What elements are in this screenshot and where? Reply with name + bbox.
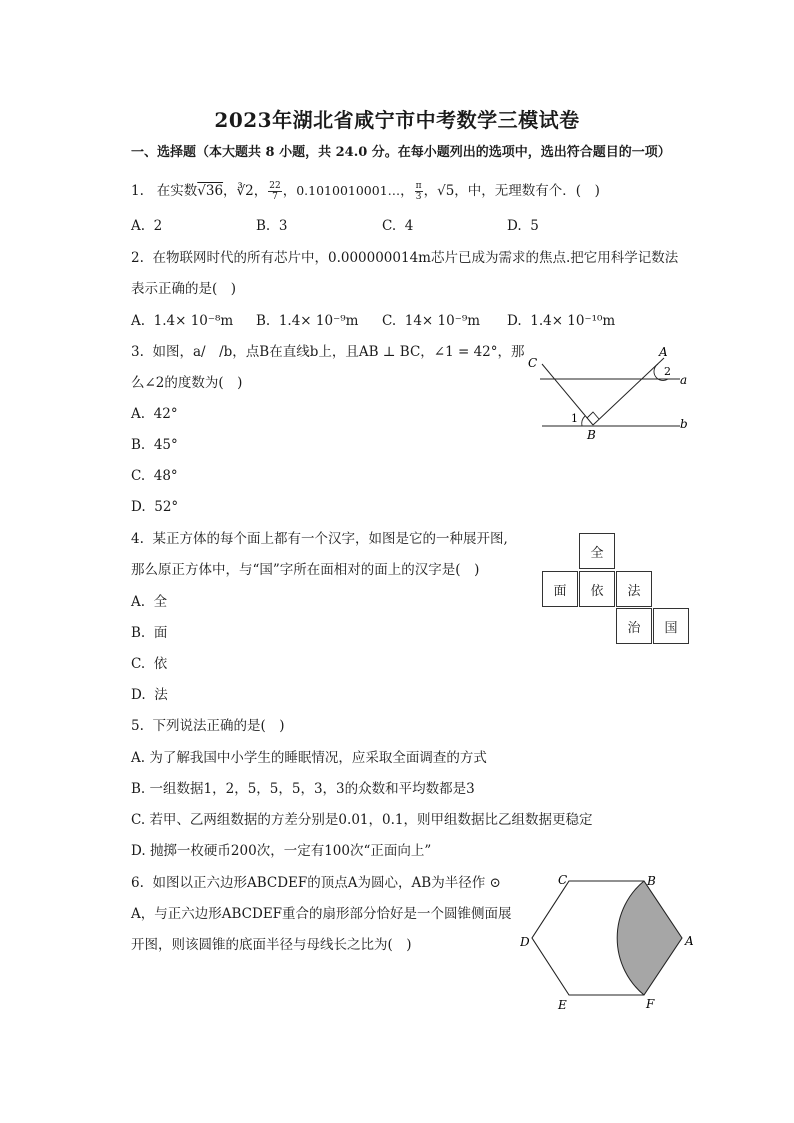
label-b: B (647, 874, 656, 888)
question-3-stem-line1: 3. 如图，a/ /b，点B在直线b上，且AB ⊥ BC，∠1 = 42°，那 (131, 344, 525, 360)
q1-cube-root-2: ∛2 (236, 183, 254, 199)
label-line-a: a (680, 373, 688, 387)
label-f: F (646, 997, 655, 1011)
section-header: 一、选择题（本大题共 8 小题，共 24.0 分。在每小题列出的选项中，选出符合题目的一项） (131, 145, 671, 160)
q4-option-a[interactable]: A. 全 (131, 594, 168, 610)
q6-number: 6. (131, 875, 144, 891)
q3-option-a[interactable]: A. 42° (131, 406, 178, 422)
q4-option-d[interactable]: D. 法 (131, 687, 168, 703)
right-angle-mark (587, 412, 599, 419)
q5-option-b[interactable]: B. 一组数据1，2，5，5，5，3，3的众数和平均数都是3 (131, 781, 475, 797)
net-cell-fa: 法 (616, 571, 652, 607)
question-1-stem: 1. 在实数√36，∛2， $\frac{22}{7}$ ，0.1010010001…， $\frac{\pi}{3}$ ，√5，中，无理数有个．( ) (131, 181, 600, 202)
question-6-stem-line2: A，与正六边形ABCDEF重合的扇形部分恰好是一个圆锥侧面展 (131, 906, 512, 922)
q1-option-d[interactable]: D. 5 (507, 218, 539, 234)
q3-option-b[interactable]: B. 45° (131, 437, 178, 453)
question-2-stem-line2: 表示正确的是( ) (131, 281, 237, 297)
q3-number: 3. (131, 344, 144, 360)
label-a: A (685, 934, 694, 948)
q2-option-b[interactable]: B. 1.4× 10⁻⁹m (256, 313, 359, 329)
net-cell-quan: 全 (579, 533, 615, 569)
question-2-stem-line1: 2. 在物联网时代的所有芯片中，0.000000014m芯片已成为需求的焦点.把它用科学记数法 (131, 250, 679, 266)
q1-number: 1. (131, 183, 144, 199)
q2-number: 2. (131, 250, 144, 266)
label-a-point: A (659, 345, 668, 359)
question-6-stem-line3: 开图，则该圆锥的底面半径与母线长之比为( ) (131, 937, 412, 953)
question-4-stem-line2: 那么原正方体中，与“国”字所在面相对的面上的汉字是( ) (131, 562, 480, 578)
q1-root-5: √5 (437, 183, 455, 199)
segment-ba (593, 358, 664, 425)
net-cell-mian: 面 (542, 571, 578, 607)
q4-cube-net-figure (540, 533, 692, 647)
q4-option-b[interactable]: B. 面 (131, 625, 168, 641)
q3-parallel-lines-figure (520, 340, 700, 445)
q1-fraction-pi-3: $\frac{\pi}{3}$ (415, 181, 422, 202)
q1-pre: 在实数 (156, 183, 198, 199)
q2-option-d[interactable]: D. 1.4× 10⁻¹⁰m (507, 313, 616, 329)
net-cell-guo: 国 (653, 608, 689, 644)
label-b-point: B (587, 428, 596, 442)
segment-bc (542, 364, 593, 425)
q1-option-a[interactable]: A. 2 (131, 218, 163, 234)
q1-post: ，中，无理数有个．( ) (454, 183, 600, 199)
q4-number: 4. (131, 531, 144, 547)
label-line-b: b (680, 417, 688, 431)
page-title: 2023年湖北省咸宁市中考数学三模试卷 (214, 108, 580, 132)
net-cell-zhi: 治 (616, 608, 652, 644)
q6-hexagon-figure (520, 868, 700, 1016)
question-6-stem-line1: 6. 如图以正六边形ABCDEF的顶点A为圆心，AB为半径作 ⊙ (131, 875, 501, 891)
question-5-stem: 5. 下列说法正确的是( ) (131, 718, 285, 734)
question-3-stem-line2: 么∠2的度数为( ) (131, 375, 243, 391)
label-c: C (528, 356, 538, 370)
q1-option-b[interactable]: B. 3 (256, 218, 288, 234)
q1-option-c[interactable]: C. 4 (382, 218, 414, 234)
q4-option-c[interactable]: C. 依 (131, 656, 168, 672)
q1-fraction-22-7: $\frac{22}{7}$ (269, 181, 281, 202)
angle-1-arc (582, 416, 585, 426)
q2-option-a[interactable]: A. 1.4× 10⁻⁸m (131, 313, 234, 329)
q5-option-d[interactable]: D. 抛掷一枚硬币200次，一定有100次“正面向上” (131, 843, 432, 859)
label-d: D (520, 935, 530, 949)
q3-option-c[interactable]: C. 48° (131, 468, 178, 484)
q5-option-c[interactable]: C. 若甲、乙两组数据的方差分别是0.01，0.1，则甲组数据比乙组数据更稳定 (131, 812, 593, 828)
q2-option-c[interactable]: C. 14× 10⁻⁹m (382, 313, 481, 329)
label-angle-2: 2 (664, 365, 671, 378)
label-e: E (558, 998, 567, 1012)
q1-root-36: √36 (197, 183, 224, 199)
q1-decimal: 0.1010010001… (296, 183, 401, 198)
label-angle-1: 1 (571, 412, 578, 425)
net-cell-yi: 依 (579, 571, 615, 607)
q3-option-d[interactable]: D. 52° (131, 499, 179, 515)
label-c: C (558, 873, 568, 887)
question-4-stem-line1: 4. 某正方体的每个面上都有一个汉字，如图是它的一种展开图, (131, 531, 508, 547)
q5-option-a[interactable]: A. 为了解我国中小学生的睡眠情况，应采取全面调查的方式 (131, 750, 487, 766)
shaded-sector (617, 881, 682, 995)
q5-number: 5. (131, 718, 144, 734)
